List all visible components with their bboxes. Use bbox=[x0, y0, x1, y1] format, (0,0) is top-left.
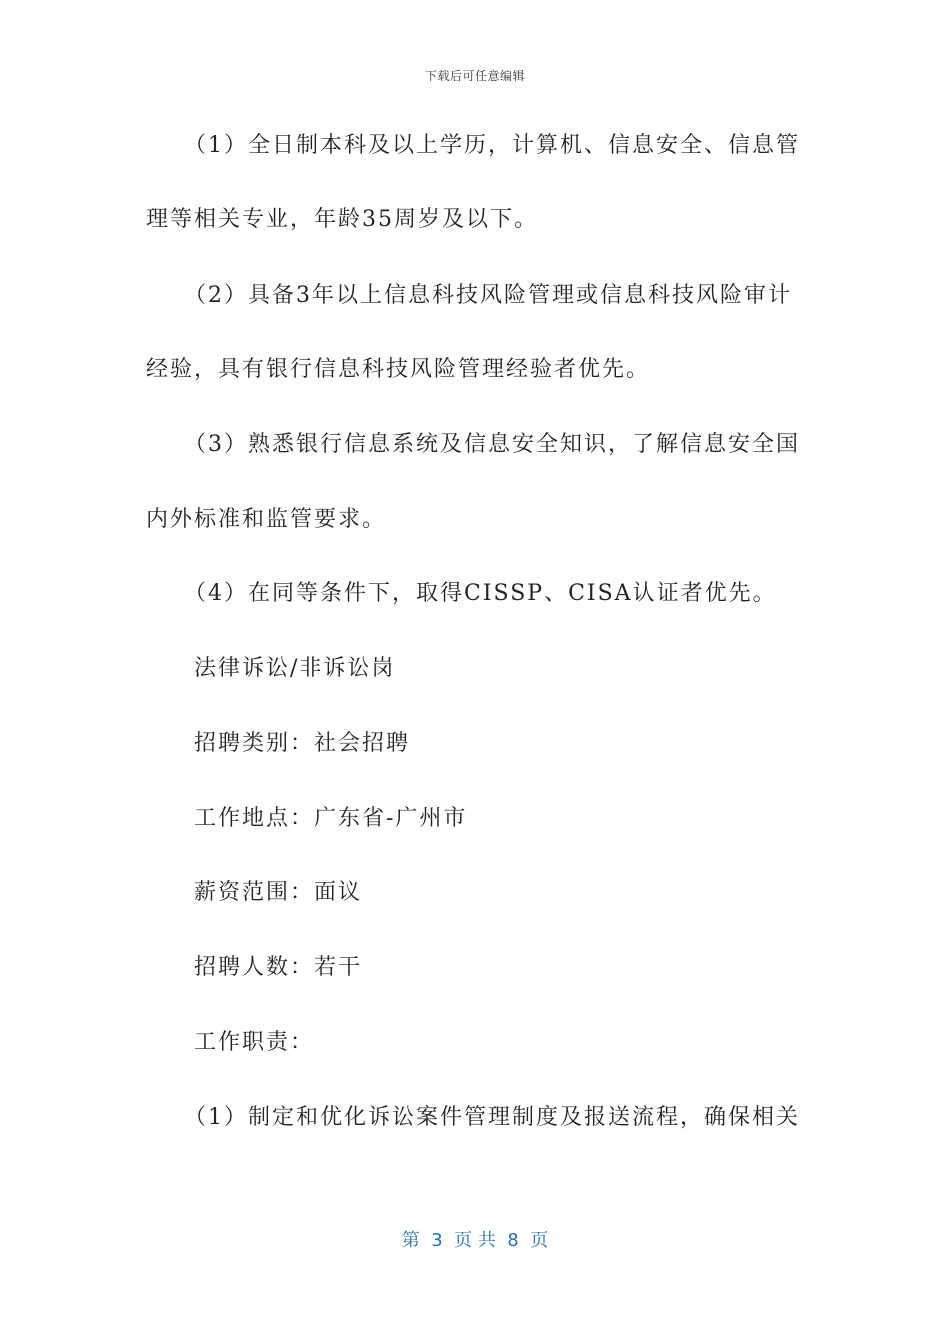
body-line: 理等相关专业，年龄35周岁及以下。 bbox=[146, 207, 538, 232]
section-title: 法律诉讼/非诉讼岗 bbox=[194, 656, 396, 681]
info-line: 工作职责： bbox=[194, 1030, 315, 1055]
body-line: （3）熟悉银行信息系统及信息安全知识，了解信息安全国 bbox=[184, 432, 800, 457]
body-line: 经验，具有银行信息科技风险管理经验者优先。 bbox=[146, 357, 651, 382]
info-line: 工作地点：广东省-广州市 bbox=[194, 806, 468, 831]
page-header: 下载后可任意编辑 bbox=[424, 69, 525, 83]
body-line: （1）全日制本科及以上学历，计算机、信息安全、信息管 bbox=[184, 133, 800, 158]
body-line: （1）制定和优化诉讼案件管理制度及报送流程，确保相关 bbox=[184, 1105, 800, 1130]
body-line: （2）具备3年以上信息科技风险管理或信息科技风险审计 bbox=[184, 283, 792, 308]
info-line: 招聘人数：若干 bbox=[194, 955, 363, 980]
body-line: （4）在同等条件下，取得CISSP、CISA认证者优先。 bbox=[184, 581, 777, 606]
info-line: 薪资范围：面议 bbox=[194, 880, 363, 905]
page-footer: 第 3 页 共 8 页 bbox=[401, 1230, 549, 1251]
body-line: 内外标准和监管要求。 bbox=[146, 507, 387, 532]
info-line: 招聘类别：社会招聘 bbox=[194, 731, 411, 756]
